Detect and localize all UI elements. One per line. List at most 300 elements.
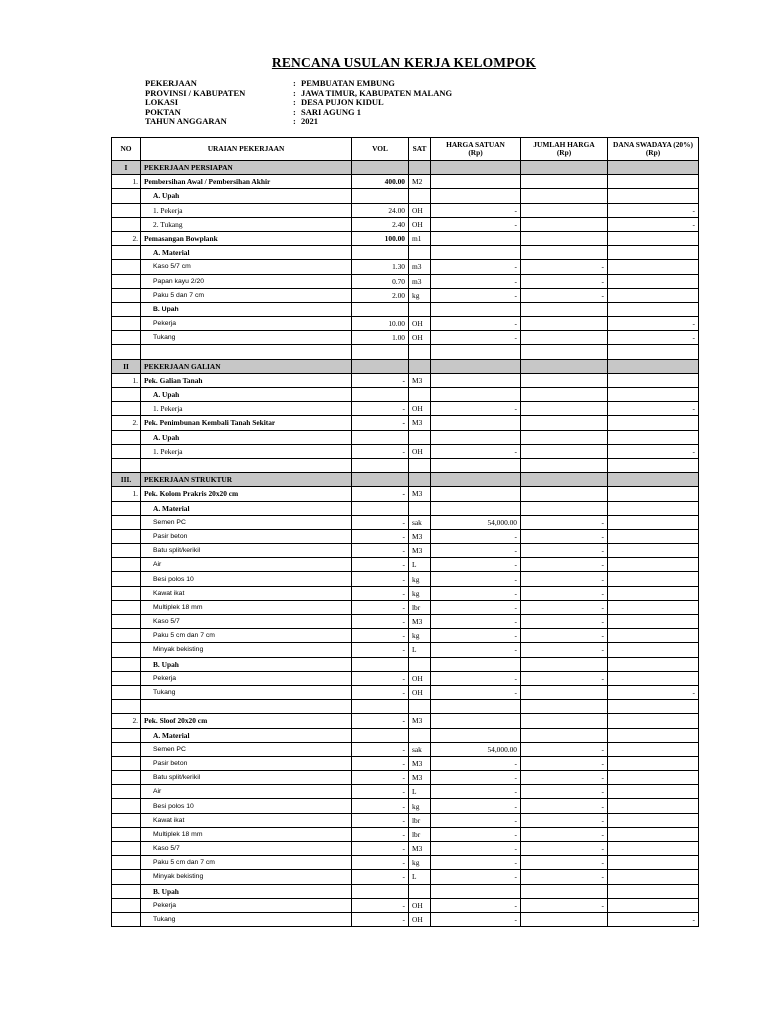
cell-uraian: Kawat ikat: [141, 586, 352, 600]
cell-uraian: Tukang: [141, 331, 352, 345]
cell-jumlah-harga: [521, 359, 608, 373]
cell-harga-satuan: -: [431, 842, 521, 856]
meta-key: PEKERJAAN: [145, 78, 197, 88]
cell-vol: 0.70: [352, 274, 409, 288]
table-row: [112, 728, 699, 742]
cell-harga-satuan: -: [431, 671, 521, 685]
cell-sat: [409, 884, 431, 898]
table-cell: [141, 458, 352, 472]
cell-jumlah-harga: [521, 912, 608, 926]
cell-dana-swadaya: [608, 529, 699, 543]
cell-sat: OH: [409, 444, 431, 458]
meta-value: 2021: [301, 116, 318, 127]
cell-jumlah-harga: [521, 189, 608, 203]
cell-dana-swadaya: [608, 373, 699, 387]
cell-sat: M3: [409, 756, 431, 770]
header-line: JUMLAH HARGA: [533, 139, 595, 149]
cell-uraian: Pek. Sloof 20x20 cm: [141, 714, 352, 728]
cell-vol: [352, 501, 409, 515]
cell-uraian: Pemasangan Bowplank: [141, 231, 352, 245]
section-row: [112, 359, 699, 373]
table-cell: [608, 458, 699, 472]
cell-no: [112, 288, 141, 302]
cell-vol: -: [352, 856, 409, 870]
cell-harga-satuan: [431, 359, 521, 373]
cell-no: [112, 884, 141, 898]
cell-dana-swadaya: [608, 742, 699, 756]
cell-dana-swadaya: [608, 515, 699, 529]
cell-uraian: Besi polos 10: [141, 799, 352, 813]
section-row: [112, 161, 699, 175]
cell-dana-swadaya: [608, 359, 699, 373]
cell-dana-swadaya: [608, 260, 699, 274]
cell-dana-swadaya: [608, 572, 699, 586]
cell-dana-swadaya: [608, 231, 699, 245]
cell-uraian: PEKERJAAN GALIAN: [141, 359, 352, 373]
cell-harga-satuan: [431, 728, 521, 742]
cell-vol: [352, 884, 409, 898]
cell-no: [112, 444, 141, 458]
meta-sep: :: [293, 78, 296, 88]
cell-jumlah-harga: [521, 685, 608, 699]
cell-dana-swadaya: -: [608, 444, 699, 458]
meta-key: TAHUN ANGGARAN: [145, 116, 227, 127]
cell-vol: -: [352, 572, 409, 586]
cell-jumlah-harga: [521, 473, 608, 487]
table-cell: [608, 345, 699, 359]
meta-sep: :: [293, 116, 296, 127]
table-cell: [141, 345, 352, 359]
cell-jumlah-harga: [521, 203, 608, 217]
cell-vol: 2.40: [352, 217, 409, 231]
table-cell: [409, 700, 431, 714]
meta-sep: :: [293, 106, 296, 117]
header-harga-satuan: [431, 138, 521, 161]
cell-uraian: 1. Pekerja: [141, 444, 352, 458]
cell-no: [112, 856, 141, 870]
cell-uraian: Pekerja: [141, 671, 352, 685]
meta-row: [145, 89, 452, 99]
cell-no: 1.: [112, 487, 141, 501]
meta-key: LOKASI: [145, 97, 179, 108]
cell-dana-swadaya: [608, 615, 699, 629]
table-row: [112, 317, 699, 331]
cell-vol: -: [352, 813, 409, 827]
cell-jumlah-harga: -: [521, 756, 608, 770]
cell-harga-satuan: [431, 473, 521, 487]
cell-jumlah-harga: [521, 501, 608, 515]
cell-jumlah-harga: -: [521, 771, 608, 785]
cell-vol: -: [352, 870, 409, 884]
cell-uraian: Semen PC: [141, 742, 352, 756]
cell-no: [112, 643, 141, 657]
cell-sat: [409, 302, 431, 316]
cell-vol: -: [352, 529, 409, 543]
cell-dana-swadaya: [608, 643, 699, 657]
cell-jumlah-harga: -: [521, 515, 608, 529]
cell-no: [112, 402, 141, 416]
cell-harga-satuan: -: [431, 317, 521, 331]
cell-sat: lbr: [409, 600, 431, 614]
cell-sat: M3: [409, 544, 431, 558]
table-row-blank: [112, 458, 699, 472]
cell-sat: kg: [409, 856, 431, 870]
table-row: [112, 615, 699, 629]
cell-no: [112, 515, 141, 529]
cell-jumlah-harga: -: [521, 842, 608, 856]
cell-uraian: 2. Tukang: [141, 217, 352, 231]
cell-no: [112, 657, 141, 671]
cell-sat: OH: [409, 402, 431, 416]
cell-no: [112, 558, 141, 572]
cell-sat: M3: [409, 529, 431, 543]
cell-uraian: B. Upah: [141, 657, 352, 671]
table-row: [112, 260, 699, 274]
cell-sat: L: [409, 870, 431, 884]
cell-dana-swadaya: [608, 756, 699, 770]
cell-sat: sak: [409, 515, 431, 529]
cell-vol: [352, 359, 409, 373]
meta-sep: :: [293, 87, 296, 98]
cell-uraian: PEKERJAAN STRUKTUR: [141, 473, 352, 487]
cell-uraian: A. Upah: [141, 189, 352, 203]
table-row: [112, 813, 699, 827]
table-row: [112, 742, 699, 756]
cell-harga-satuan: -: [431, 331, 521, 345]
meta-value: DESA PUJON KIDUL: [301, 97, 384, 108]
cell-dana-swadaya: [608, 671, 699, 685]
cell-no: [112, 246, 141, 260]
cell-no: [112, 827, 141, 841]
table-cell: [112, 700, 141, 714]
cell-vol: -: [352, 402, 409, 416]
cell-jumlah-harga: [521, 317, 608, 331]
cell-dana-swadaya: [608, 799, 699, 813]
cell-no: [112, 189, 141, 203]
table-row: [112, 842, 699, 856]
cell-dana-swadaya: [608, 544, 699, 558]
cell-jumlah-harga: -: [521, 629, 608, 643]
table-row: [112, 501, 699, 515]
cell-dana-swadaya: [608, 884, 699, 898]
header-no: NO: [112, 138, 141, 161]
cell-uraian: Minyak bekisting: [141, 643, 352, 657]
cell-uraian: A. Upah: [141, 430, 352, 444]
cell-sat: [409, 189, 431, 203]
cell-harga-satuan: 54,000.00: [431, 742, 521, 756]
cell-uraian: Paku 5 cm dan 7 cm: [141, 629, 352, 643]
cell-harga-satuan: -: [431, 799, 521, 813]
cell-jumlah-harga: [521, 884, 608, 898]
cell-no: [112, 331, 141, 345]
table-row: [112, 246, 699, 260]
cell-dana-swadaya: -: [608, 912, 699, 926]
table-row: [112, 544, 699, 558]
table-row: [112, 600, 699, 614]
cell-uraian: Pek. Penimbunan Kembali Tanah Sekitar: [141, 416, 352, 430]
cell-harga-satuan: [431, 231, 521, 245]
cell-harga-satuan: [431, 189, 521, 203]
project-info: [145, 79, 452, 127]
cell-dana-swadaya: [608, 274, 699, 288]
cell-vol: -: [352, 842, 409, 856]
cell-no: [112, 870, 141, 884]
cell-vol: [352, 302, 409, 316]
cell-jumlah-harga: [521, 416, 608, 430]
cell-no: [112, 203, 141, 217]
cell-uraian: Multiplek 18 mm: [141, 827, 352, 841]
table-row: [112, 870, 699, 884]
budget-table: [111, 137, 699, 927]
table-cell: [521, 345, 608, 359]
cell-jumlah-harga: [521, 175, 608, 189]
cell-sat: M3: [409, 771, 431, 785]
cell-sat: kg: [409, 288, 431, 302]
meta-sep: :: [293, 97, 296, 108]
table-row: [112, 217, 699, 231]
cell-sat: L: [409, 643, 431, 657]
cell-vol: [352, 473, 409, 487]
cell-harga-satuan: -: [431, 827, 521, 841]
header-line: (Rp): [468, 148, 483, 157]
cell-no: 2.: [112, 231, 141, 245]
cell-jumlah-harga: -: [521, 615, 608, 629]
cell-jumlah-harga: -: [521, 274, 608, 288]
cell-vol: -: [352, 515, 409, 529]
cell-vol: -: [352, 714, 409, 728]
cell-vol: -: [352, 898, 409, 912]
cell-sat: L: [409, 558, 431, 572]
meta-key: PROVINSI / KABUPATEN: [145, 87, 246, 98]
table-cell: [521, 458, 608, 472]
cell-uraian: PEKERJAAN PERSIAPAN: [141, 161, 352, 175]
table-cell: [352, 700, 409, 714]
cell-jumlah-harga: -: [521, 529, 608, 543]
cell-uraian: Tukang: [141, 685, 352, 699]
table-header: [112, 138, 699, 161]
cell-harga-satuan: [431, 487, 521, 501]
item-row: [112, 714, 699, 728]
cell-no: [112, 799, 141, 813]
cell-jumlah-harga: -: [521, 870, 608, 884]
cell-harga-satuan: -: [431, 529, 521, 543]
cell-uraian: A. Upah: [141, 388, 352, 402]
cell-sat: kg: [409, 629, 431, 643]
table-row: [112, 331, 699, 345]
cell-harga-satuan: -: [431, 558, 521, 572]
cell-sat: m1: [409, 231, 431, 245]
meta-key: POKTAN: [145, 106, 181, 117]
meta-row: [145, 98, 452, 108]
cell-sat: OH: [409, 685, 431, 699]
cell-sat: kg: [409, 572, 431, 586]
table-row: [112, 402, 699, 416]
cell-dana-swadaya: [608, 771, 699, 785]
cell-uraian: Tukang: [141, 912, 352, 926]
cell-harga-satuan: 54,000.00: [431, 515, 521, 529]
cell-sat: OH: [409, 317, 431, 331]
meta-value: SARI AGUNG 1: [301, 106, 361, 117]
cell-harga-satuan: [431, 501, 521, 515]
cell-vol: 24.00: [352, 203, 409, 217]
cell-dana-swadaya: -: [608, 203, 699, 217]
cell-vol: -: [352, 771, 409, 785]
cell-vol: -: [352, 544, 409, 558]
table-row: [112, 671, 699, 685]
cell-vol: [352, 246, 409, 260]
cell-uraian: Multiplek 18 mm: [141, 600, 352, 614]
cell-jumlah-harga: -: [521, 586, 608, 600]
table-cell: [521, 700, 608, 714]
table-cell: [352, 458, 409, 472]
cell-jumlah-harga: [521, 487, 608, 501]
cell-harga-satuan: -: [431, 444, 521, 458]
table-row: [112, 444, 699, 458]
cell-dana-swadaya: [608, 870, 699, 884]
cell-dana-swadaya: [608, 175, 699, 189]
cell-vol: -: [352, 827, 409, 841]
cell-jumlah-harga: [521, 231, 608, 245]
cell-uraian: Pasir beton: [141, 756, 352, 770]
table-row: [112, 515, 699, 529]
cell-vol: 2.00: [352, 288, 409, 302]
cell-vol: -: [352, 671, 409, 685]
cell-jumlah-harga: [521, 373, 608, 387]
cell-uraian: Batu split/kerikil: [141, 771, 352, 785]
meta-row: [145, 117, 452, 127]
cell-harga-satuan: -: [431, 572, 521, 586]
cell-jumlah-harga: -: [521, 898, 608, 912]
cell-no: [112, 728, 141, 742]
cell-vol: -: [352, 643, 409, 657]
cell-sat: M3: [409, 416, 431, 430]
cell-sat: sak: [409, 742, 431, 756]
cell-jumlah-harga: -: [521, 785, 608, 799]
cell-dana-swadaya: [608, 501, 699, 515]
cell-sat: [409, 359, 431, 373]
cell-sat: M3: [409, 487, 431, 501]
cell-vol: 1.30: [352, 260, 409, 274]
cell-uraian: Papan kayu 2/20: [141, 274, 352, 288]
table-cell: [409, 458, 431, 472]
cell-sat: M3: [409, 373, 431, 387]
table-row: [112, 274, 699, 288]
cell-jumlah-harga: [521, 714, 608, 728]
cell-vol: [352, 161, 409, 175]
cell-harga-satuan: [431, 302, 521, 316]
item-row: [112, 231, 699, 245]
cell-vol: [352, 728, 409, 742]
header-line: DANA SWADAYA (20%): [613, 139, 693, 149]
cell-harga-satuan: [431, 175, 521, 189]
cell-sat: [409, 388, 431, 402]
cell-dana-swadaya: -: [608, 402, 699, 416]
cell-uraian: Besi polos 10: [141, 572, 352, 586]
cell-no: [112, 785, 141, 799]
cell-no: [112, 600, 141, 614]
cell-dana-swadaya: [608, 813, 699, 827]
cell-vol: [352, 657, 409, 671]
cell-uraian: Air: [141, 785, 352, 799]
cell-jumlah-harga: -: [521, 827, 608, 841]
table-cell: [112, 345, 141, 359]
cell-no: [112, 685, 141, 699]
cell-uraian: Kaso 5/7 cm: [141, 260, 352, 274]
cell-jumlah-harga: [521, 728, 608, 742]
cell-harga-satuan: [431, 416, 521, 430]
cell-dana-swadaya: -: [608, 331, 699, 345]
table-row: [112, 189, 699, 203]
header-jumlah-harga: [521, 138, 608, 161]
cell-uraian: A. Material: [141, 246, 352, 260]
table-body: [112, 161, 699, 927]
table-row: [112, 288, 699, 302]
cell-jumlah-harga: [521, 331, 608, 345]
cell-jumlah-harga: -: [521, 742, 608, 756]
table-row-blank: [112, 345, 699, 359]
cell-harga-satuan: -: [431, 912, 521, 926]
table-row: [112, 785, 699, 799]
cell-jumlah-harga: [521, 657, 608, 671]
item-row: [112, 175, 699, 189]
cell-dana-swadaya: [608, 898, 699, 912]
cell-jumlah-harga: [521, 388, 608, 402]
cell-uraian: Pasir beton: [141, 529, 352, 543]
cell-harga-satuan: [431, 657, 521, 671]
cell-harga-satuan: -: [431, 203, 521, 217]
cell-no: [112, 501, 141, 515]
cell-sat: [409, 728, 431, 742]
cell-uraian: Paku 5 cm dan 7 cm: [141, 856, 352, 870]
cell-harga-satuan: [431, 714, 521, 728]
cell-harga-satuan: -: [431, 856, 521, 870]
cell-harga-satuan: -: [431, 600, 521, 614]
cell-no: [112, 217, 141, 231]
table-row: [112, 529, 699, 543]
cell-harga-satuan: [431, 430, 521, 444]
cell-sat: OH: [409, 671, 431, 685]
cell-dana-swadaya: [608, 246, 699, 260]
table-cell: [352, 345, 409, 359]
cell-jumlah-harga: -: [521, 671, 608, 685]
cell-vol: -: [352, 558, 409, 572]
cell-sat: M3: [409, 714, 431, 728]
header-line: (Rp): [556, 148, 572, 157]
cell-harga-satuan: [431, 161, 521, 175]
cell-uraian: Pek. Kolom Prakris 20x20 cm: [141, 487, 352, 501]
cell-no: [112, 274, 141, 288]
cell-harga-satuan: -: [431, 586, 521, 600]
cell-jumlah-harga: [521, 302, 608, 316]
cell-no: [112, 302, 141, 316]
cell-dana-swadaya: [608, 842, 699, 856]
cell-dana-swadaya: [608, 473, 699, 487]
cell-dana-swadaya: [608, 558, 699, 572]
table-cell: [141, 700, 352, 714]
cell-sat: M3: [409, 615, 431, 629]
table-row: [112, 657, 699, 671]
table-row: [112, 856, 699, 870]
item-row: [112, 487, 699, 501]
cell-uraian: A. Material: [141, 501, 352, 515]
table-row: [112, 884, 699, 898]
cell-jumlah-harga: [521, 444, 608, 458]
cell-dana-swadaya: [608, 189, 699, 203]
meta-value: JAWA TIMUR, KABUPATEN MALANG: [301, 87, 453, 98]
cell-vol: -: [352, 756, 409, 770]
table-row: [112, 203, 699, 217]
cell-sat: [409, 657, 431, 671]
